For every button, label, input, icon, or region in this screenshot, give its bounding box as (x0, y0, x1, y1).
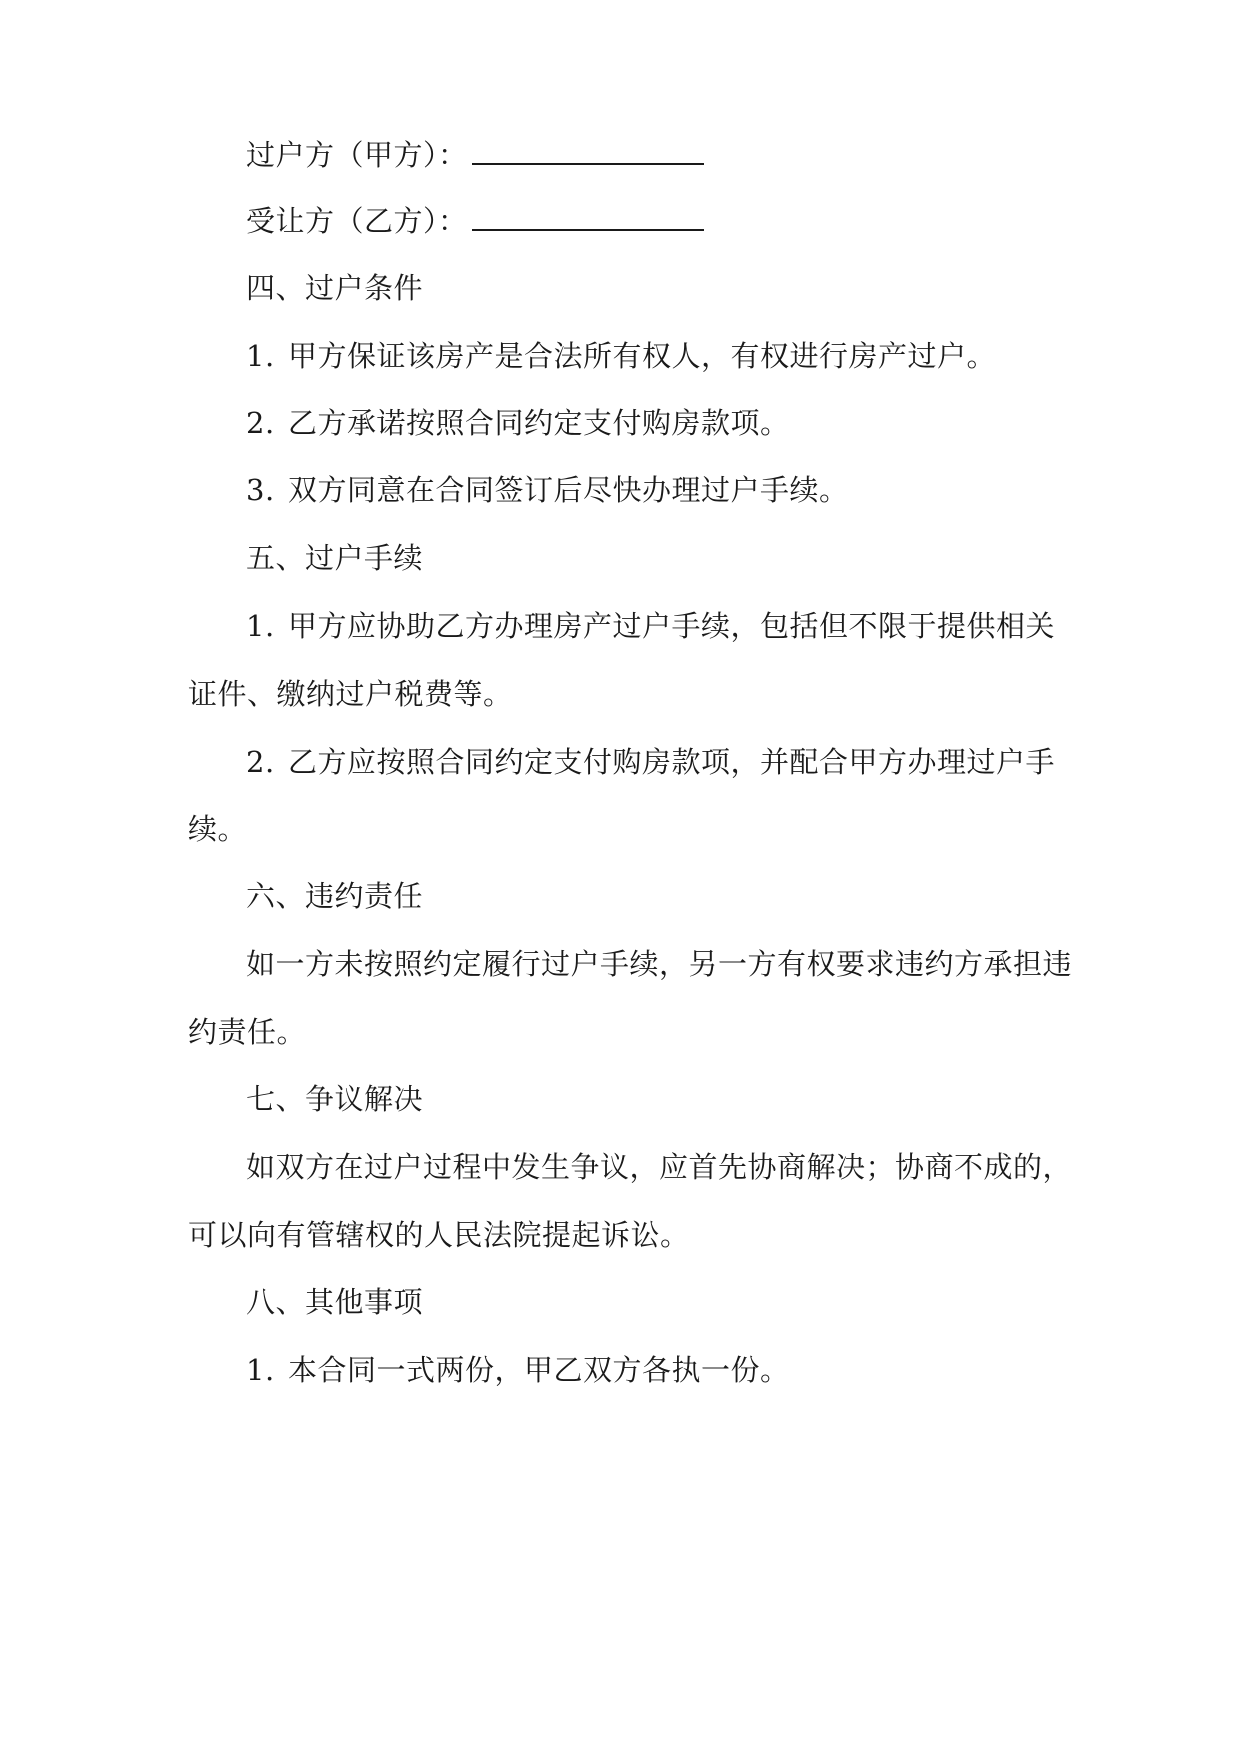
continuation-line (188, 1215, 690, 1255)
transferee-label: 受让方（乙方）： (246, 204, 468, 238)
item-text: 本合同一式两份，甲乙双方各执一份。 (288, 1353, 790, 1387)
section-heading-text: 八、其他事项 (246, 1285, 424, 1319)
paragraph-line (246, 944, 1072, 984)
paragraph-text: 如一方未按照约定履行过户手续，另一方有权要求违约方承担违 (246, 947, 1073, 981)
continuation-line (188, 1012, 306, 1052)
item-text: 乙方承诺按照合同约定支付购房款项。 (288, 406, 790, 440)
section-heading-6 (246, 876, 423, 916)
paragraph-line (246, 1147, 1072, 1187)
section-heading-text: 四、过户条件 (246, 271, 424, 305)
item-text: 甲方保证该房产是合法所有权人，有权进行房产过户。 (288, 339, 997, 373)
continuation-text: 可以向有管辖权的人民法院提起诉讼。 (188, 1218, 690, 1252)
list-item (246, 336, 996, 376)
item-number: 1. (246, 609, 275, 643)
section-heading-text: 五、过户手续 (246, 541, 424, 575)
section-heading-5 (246, 538, 423, 578)
continuation-text: 约责任。 (188, 1015, 307, 1049)
item-text: 乙方应按照合同约定支付购房款项，并配合甲方办理过户手 (288, 745, 1056, 779)
item-number: 2. (246, 406, 275, 440)
transferor-field (246, 135, 704, 175)
list-item (246, 742, 1055, 782)
list-item (246, 606, 1055, 646)
item-text: 双方同意在合同签订后尽快办理过户手续。 (288, 473, 849, 507)
list-item (246, 470, 849, 510)
list-item (246, 1350, 790, 1390)
transferee-blank (472, 205, 704, 231)
section-heading-4 (246, 268, 423, 308)
section-heading-8 (246, 1282, 423, 1322)
item-number: 1. (246, 339, 275, 373)
continuation-line (188, 809, 247, 849)
item-number: 2. (246, 745, 275, 779)
transferor-label: 过户方（甲方）： (246, 138, 468, 172)
item-text: 甲方应协助乙方办理房产过户手续，包括但不限于提供相关 (288, 609, 1056, 643)
section-heading-text: 七、争议解决 (246, 1082, 424, 1116)
section-heading-7 (246, 1079, 423, 1119)
continuation-text: 续。 (188, 812, 248, 846)
transferor-blank (472, 139, 704, 165)
section-heading-text: 六、违约责任 (246, 879, 424, 913)
item-number: 3. (246, 473, 275, 507)
transferee-field (246, 201, 704, 241)
item-number: 1. (246, 1353, 275, 1387)
list-item (246, 403, 790, 443)
continuation-text: 证件、缴纳过户税费等。 (188, 677, 513, 711)
paragraph-text: 如双方在过户过程中发生争议，应首先协商解决；协商不成的， (246, 1150, 1073, 1184)
continuation-line (188, 674, 513, 714)
